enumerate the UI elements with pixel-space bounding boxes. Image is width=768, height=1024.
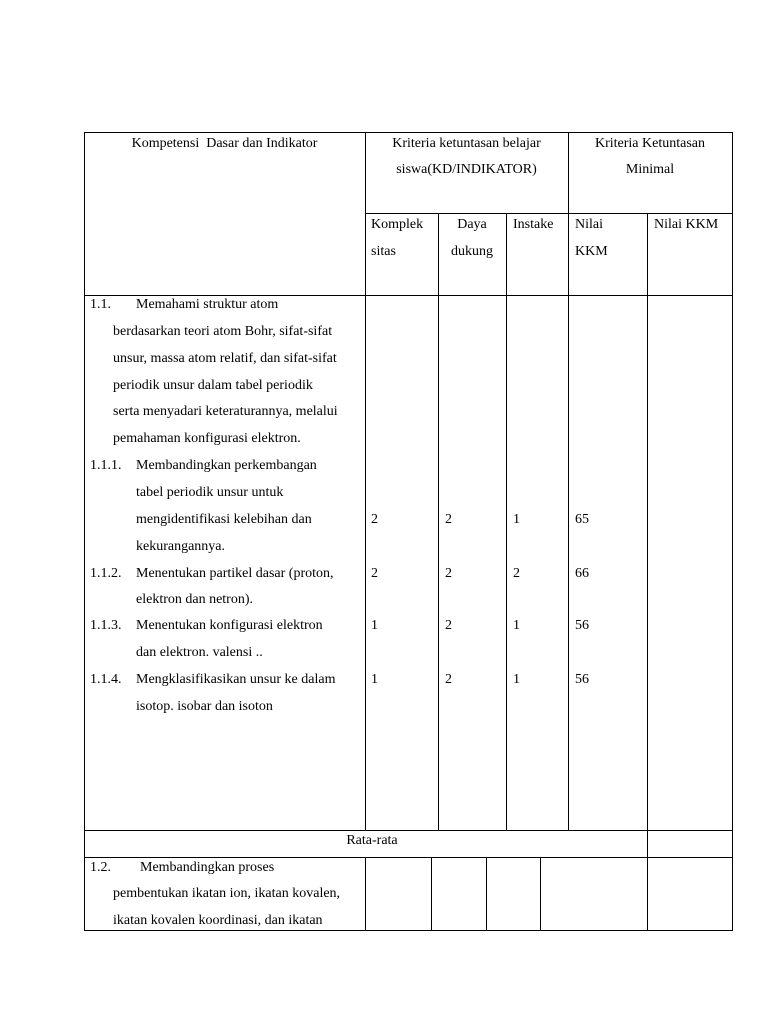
header-kompetensi-dasar: Kompetensi Dasar dan Indikator <box>131 136 318 151</box>
kd1-line: serta menyadari keteraturannya, melalui <box>113 404 338 419</box>
kd1-line: berdasarkan teori atom Bohr, sifat-sifat <box>113 324 333 339</box>
kompleksitas-value: 1 <box>371 672 378 687</box>
daya-dukung-value: 2 <box>445 566 452 581</box>
indicator-line: Membandingkan perkembangan <box>136 458 317 473</box>
indicator-number: 1.1.4. <box>90 672 122 687</box>
header-nilai-2: KKM <box>575 244 608 259</box>
indicator-line: dan elektron. valensi .. <box>136 645 263 660</box>
intake-value: 1 <box>513 512 520 527</box>
indicator-line: Menentukan konfigurasi elektron <box>136 618 323 633</box>
nilai-kkm-value: 56 <box>575 618 589 633</box>
kompleksitas-value: 1 <box>371 618 378 633</box>
header-kkb-line1: Kriteria ketuntasan belajar <box>392 136 541 151</box>
indicator-number: 1.1.1. <box>90 458 122 473</box>
kompleksitas-value: 2 <box>371 512 378 527</box>
header-nilai-kkm: Nilai KKM <box>654 217 719 232</box>
header-kkm-line2: Minimal <box>625 162 675 177</box>
indicator-line: kekurangannya. <box>136 539 226 554</box>
header-kkb-line2: siswa(KD/INDIKATOR) <box>396 162 537 177</box>
kd2-line: Membandingkan proses <box>140 860 275 875</box>
header-daya-1: Daya <box>457 217 487 232</box>
nilai-kkm-value: 66 <box>575 566 589 581</box>
indicator-line: elektron dan netron). <box>136 592 254 607</box>
nilai-kkm-value: 65 <box>575 512 589 527</box>
kd2-line: pembentukan ikatan ion, ikatan kovalen, <box>113 886 341 901</box>
indicator-line: Menentukan partikel dasar (proton, <box>136 566 334 581</box>
intake-value: 1 <box>513 672 520 687</box>
indicator-line: tabel periodik unsur untuk <box>136 485 284 500</box>
kompleksitas-value: 2 <box>371 566 378 581</box>
daya-dukung-value: 2 <box>445 672 452 687</box>
nilai-kkm-value: 56 <box>575 672 589 687</box>
kd2-line: ikatan kovalen koordinasi, dan ikatan <box>113 913 323 928</box>
header-intake: Instake <box>513 217 554 232</box>
kd1-line: Memahami struktur atom <box>136 297 279 312</box>
kd1-line: pemahaman konfigurasi elektron. <box>113 431 301 446</box>
header-kkm-line1: Kriteria Ketuntasan <box>594 136 705 151</box>
indicator-number: 1.1.2. <box>90 566 122 581</box>
kd1-line: unsur, massa atom relatif, dan sifat-sifat <box>113 351 337 366</box>
kd1-number: 1.1. <box>90 297 111 312</box>
header-daya-2: dukung <box>451 244 493 259</box>
kd1-line: periodik unsur dalam tabel periodik <box>113 378 313 393</box>
header-nilai-1: Nilai <box>575 217 603 232</box>
indicator-line: isotop. isobar dan isoton <box>136 699 273 714</box>
indicator-line: Mengklasifikasikan unsur ke dalam <box>136 672 336 687</box>
header-kompleksitas-2: sitas <box>371 244 396 259</box>
intake-value: 2 <box>513 566 520 581</box>
rata-rata-label: Rata-rata <box>346 833 398 848</box>
intake-value: 1 <box>513 618 520 633</box>
indicator-line: mengidentifikasi kelebihan dan <box>136 512 312 527</box>
indicator-number: 1.1.3. <box>90 618 122 633</box>
daya-dukung-value: 2 <box>445 512 452 527</box>
kd2-number: 1.2. <box>90 860 111 875</box>
daya-dukung-value: 2 <box>445 618 452 633</box>
header-kompleksitas-1: Komplek <box>371 217 424 232</box>
